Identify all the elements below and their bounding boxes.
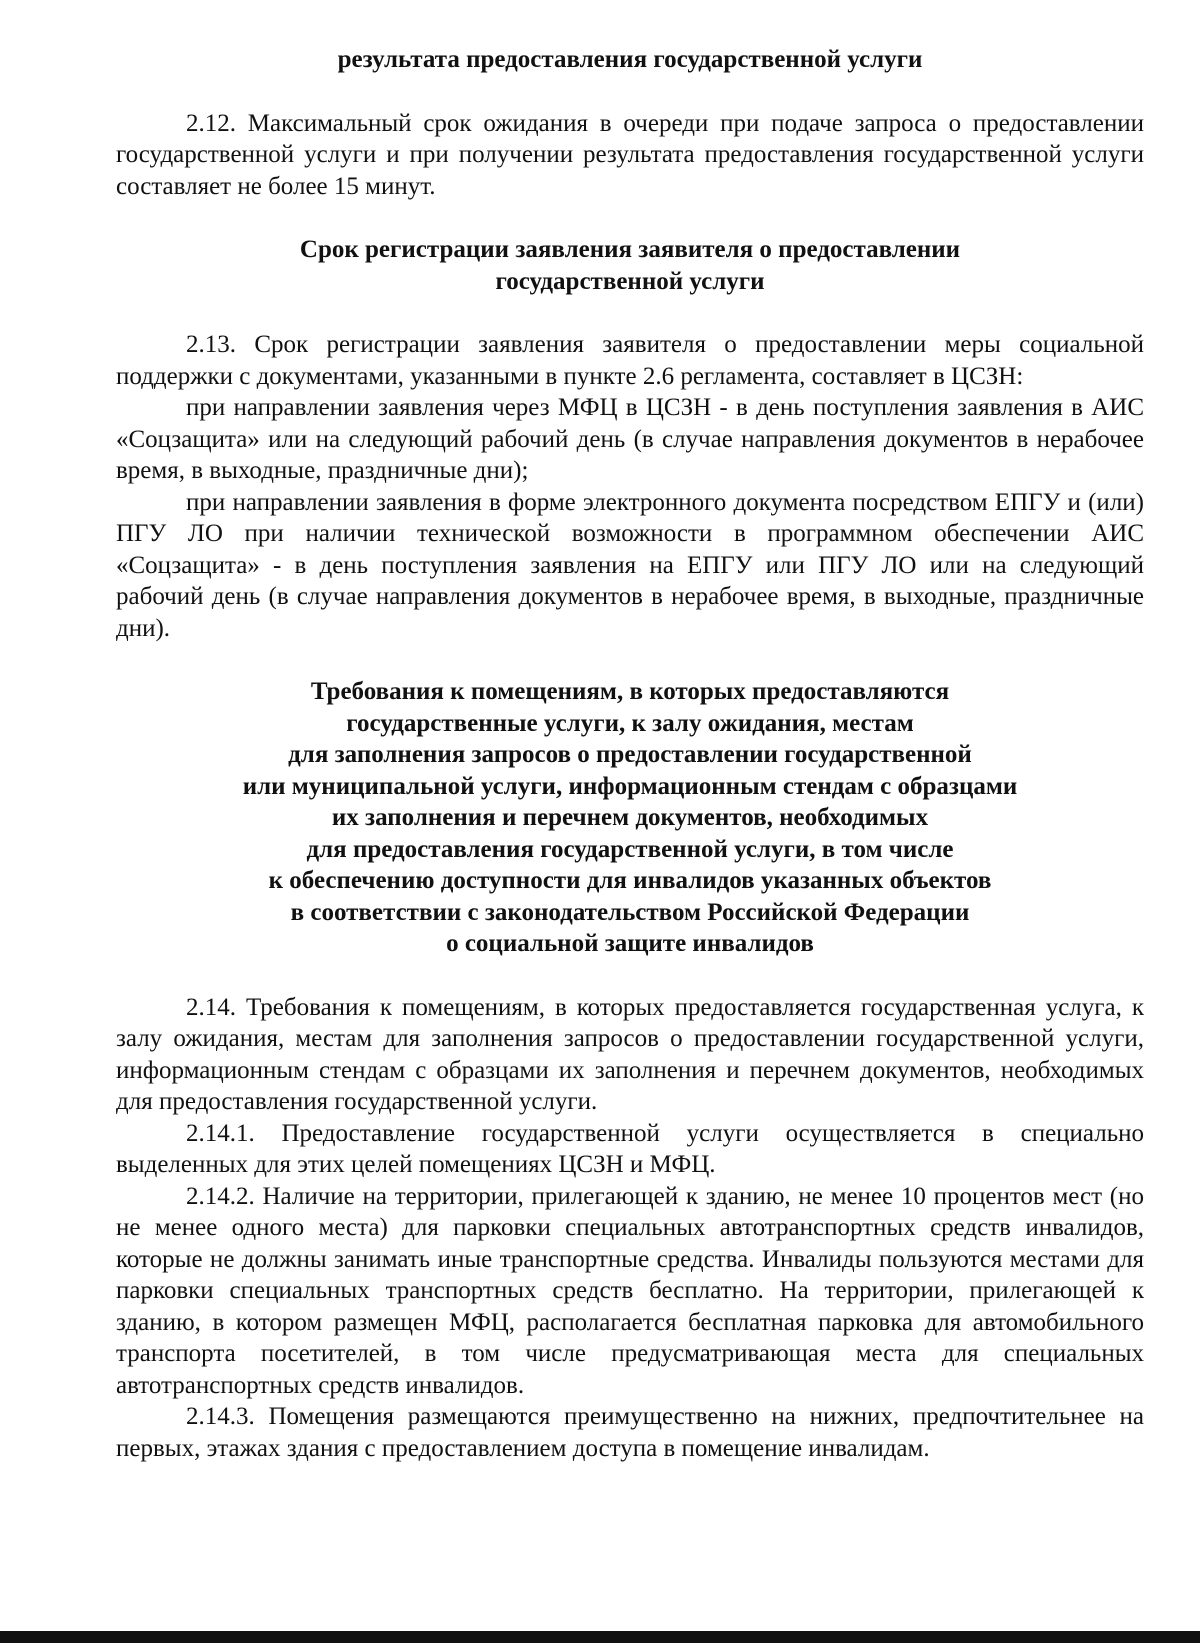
document-page <box>116 44 1144 1464</box>
paragraph-2-14-1: 2.14.1. Предоставление государственной услуги осуществляется в специально выделенных для этих целей помещениях ЦСЗН и МФЦ. <box>116 1119 1144 1178</box>
heading-line: Срок регистрации заявления заявителя о предоставлении <box>299 236 961 263</box>
heading-line: в соответствии с законодательством Российской Федерации <box>290 898 970 926</box>
heading-line: для заполнения запросов о предоставлении государственной <box>288 741 972 768</box>
heading-line: Требования к помещениям, в которых предоставляются <box>310 678 950 705</box>
paragraph-2-14: 2.14. Требования к помещениям, в которых предоставляется государственная услуга, к залу ожидания, местам для заполнения запросов о предоставлении государственной услуги, информационным стендам с образцами их заполнения и перечнем документов, необходимых для предоставления государственной услуги. <box>116 993 1144 1115</box>
paragraph-2-14-3: 2.14.3. Помещения размещаются преимущественно на нижних, предпочтительнее на первых, этажах здания с предоставлением доступа в помещение инвалидам. <box>116 1403 1144 1462</box>
paragraph-2-13: 2.13. Срок регистрации заявления заявителя о предоставлении меры социальной поддержки с документами, указанными в пункте 2.6 регламента, составляет в ЦСЗН: <box>116 331 1144 390</box>
heading-2-13 <box>116 234 1144 297</box>
heading-line: для предоставления государственной услуги, в том числе <box>306 835 954 863</box>
paragraph-2-14-2: 2.14.2. Наличие на территории, прилегающей к зданию, не менее 10 процентов мест (но не менее одного места) для парковки специальных автотранспортных средств инвалидов, которые не должны занимать иные транспортные средства. Инвалиды пользуются местами для парковки специальных транспортных средств бесплатно. На территории, прилегающей к зданию, в котором размещен МФЦ, располагается бесплатная парковка для автомобильного транспорта посетителей, в том числе предусматривающая места для специальных автотранспортных средств инвалидов. <box>116 1182 1144 1399</box>
heading-line: о социальной защите инвалидов <box>446 930 814 957</box>
paragraph-2-13-mfc: при направлении заявления через МФЦ в ЦСЗН - в день поступления заявления в АИС «Соцзащита» или на следующий рабочий день (в случае направления документов в нерабочее время, в выходные, праздничные дни); <box>116 394 1144 484</box>
scan-bottom-edge <box>0 1631 1200 1643</box>
heading-line: к обеспечению доступности для инвалидов указанных объектов <box>268 867 992 894</box>
heading-line: или муниципальной услуги, информационным стендам с образцами <box>242 772 1018 800</box>
paragraph-2-13-epgu: при направлении заявления в форме электронного документа посредством ЕПГУ и (или) ПГУ ЛО при наличии технической возможности в программном обеспечении АИС «Соцзащита» - в день поступления заявления на ЕПГУ или ПГУ ЛО или на следующий рабочий день (в случае направления документов в нерабочее время, в выходные, праздничные дни). <box>116 488 1144 642</box>
heading-line: их заполнения и перечнем документов, необходимых <box>331 804 929 831</box>
heading-line: государственной услуги <box>495 267 765 295</box>
heading-line: государственные услуги, к залу ожидания, местам <box>346 709 914 737</box>
heading-2-14 <box>116 676 1144 960</box>
paragraph-2-12: 2.12. Максимальный срок ожидания в очереди при подаче запроса о предоставлении государственной услуги и при получении результата предоставления государственной услуги составляет не более 15 минут. <box>116 109 1144 200</box>
top-heading: результата предоставления государственной услуги <box>337 46 923 73</box>
